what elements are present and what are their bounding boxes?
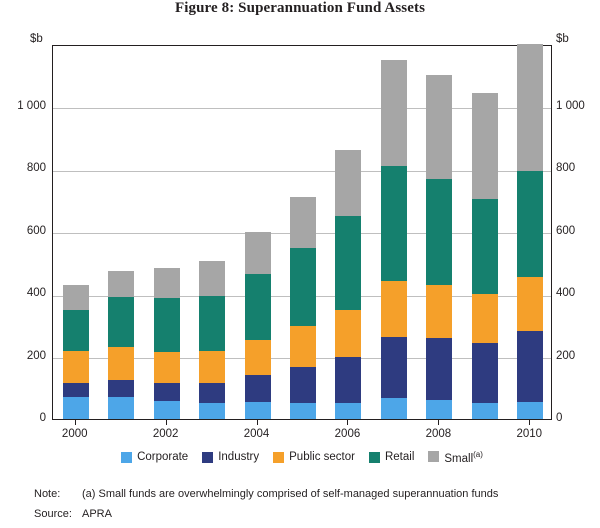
- y-tick-label-right: 0: [556, 412, 563, 424]
- x-tick-mark: [75, 420, 76, 425]
- bar-segment-industry: [381, 337, 407, 398]
- bar-segment-corporate: [245, 402, 271, 419]
- y-axis-unit-left: $b: [30, 33, 43, 45]
- y-axis-unit-right: $b: [556, 33, 569, 45]
- legend-item-industry[interactable]: [202, 451, 259, 463]
- chart-legend: [52, 448, 552, 466]
- bar-2001: [108, 271, 134, 419]
- bar-segment-public-sector: [335, 310, 361, 358]
- y-tick-label-left: 200: [26, 349, 46, 362]
- bar-segment-retail: [290, 248, 316, 325]
- bar-segment-corporate: [154, 401, 180, 419]
- legend-label: Industry: [218, 451, 260, 463]
- bar-2007: [381, 60, 407, 419]
- bar-segment-retail: [472, 199, 498, 294]
- bar-segment-public-sector: [108, 347, 134, 380]
- x-tick-label-2010: 2010: [516, 428, 543, 440]
- bar-segment-corporate: [381, 398, 407, 419]
- legend-item-small[interactable]: [428, 450, 483, 465]
- bar-segment-public-sector: [426, 285, 452, 338]
- x-tick-mark: [166, 420, 167, 425]
- bar-segment-industry: [63, 383, 89, 397]
- bar-2005: [290, 197, 316, 419]
- bar-segment-industry: [335, 357, 361, 403]
- bar-segment-small: [426, 75, 452, 180]
- x-tick-mark: [347, 420, 348, 425]
- bar-segment-corporate: [472, 403, 498, 419]
- bar-segment-industry: [426, 338, 452, 400]
- y-tick-label-left: 400: [26, 287, 46, 299]
- bar-segment-small: [335, 150, 361, 216]
- bar-2000: [63, 285, 89, 419]
- legend-swatch-icon: [202, 452, 213, 463]
- y-tick-label-right: 600: [556, 224, 576, 237]
- legend-label: Public sector: [289, 451, 355, 463]
- bar-segment-public-sector: [63, 351, 89, 383]
- bar-segment-public-sector: [472, 294, 498, 343]
- bar-segment-public-sector: [517, 277, 543, 331]
- figure-title: Figure 8: Superannuation Fund Assets: [174, 0, 426, 16]
- bar-2006: [335, 150, 361, 419]
- bar-segment-small: [472, 93, 498, 200]
- x-tick-mark: [438, 420, 439, 425]
- bar-2003: [199, 261, 225, 419]
- y-tick-label-left: 1 000: [17, 99, 46, 112]
- x-tick-label-2000: 2000: [61, 428, 88, 440]
- bar-segment-corporate: [199, 403, 225, 419]
- bar-segment-corporate: [426, 400, 452, 419]
- bar-segment-retail: [426, 179, 452, 285]
- bar-segment-public-sector: [199, 351, 225, 383]
- x-tick-mark: [529, 420, 530, 425]
- bar-segment-corporate: [108, 397, 134, 420]
- bar-2002: [154, 268, 180, 419]
- bar-segment-retail: [108, 297, 134, 347]
- bar-segment-small: [63, 285, 89, 310]
- bar-segment-industry: [245, 375, 271, 402]
- bar-2004: [245, 232, 271, 419]
- bar-segment-public-sector: [154, 352, 180, 383]
- bar-segment-corporate: [290, 403, 316, 419]
- legend-swatch-icon: [121, 452, 132, 463]
- y-tick-label-right: 400: [556, 287, 576, 299]
- bar-segment-retail: [154, 298, 180, 352]
- bar-segment-retail: [245, 274, 271, 341]
- bar-segment-retail: [381, 166, 407, 281]
- bar-segment-corporate: [335, 403, 361, 419]
- bar-segment-small: [199, 261, 225, 296]
- bar-segment-corporate: [517, 402, 543, 419]
- y-tick-label-left: 600: [26, 224, 46, 237]
- legend-label: Small$^{(a)}$: [444, 449, 483, 465]
- y-tick-label-left: 0: [39, 412, 46, 424]
- source-label: Source:: [34, 508, 72, 520]
- bar-segment-public-sector: [245, 340, 271, 375]
- bar-segment-retail: [335, 216, 361, 310]
- plot-area: [52, 45, 552, 420]
- y-tick-label-right: 200: [556, 349, 576, 362]
- bar-segment-small: [517, 44, 543, 171]
- bar-segment-industry: [108, 380, 134, 396]
- x-tick-label-2004: 2004: [243, 428, 270, 440]
- bar-segment-small: [154, 268, 180, 298]
- bar-segment-small: [108, 271, 134, 297]
- legend-label: Corporate: [137, 451, 189, 463]
- bar-2008: [426, 75, 452, 419]
- bar-segment-retail: [199, 296, 225, 352]
- source-text: APRA: [82, 508, 112, 520]
- y-tick-label-left: 800: [26, 162, 46, 174]
- bar-segment-industry: [472, 343, 498, 402]
- legend-item-public-sector[interactable]: [273, 451, 355, 463]
- bar-segment-retail: [63, 310, 89, 352]
- bar-segment-small: [381, 60, 407, 165]
- bar-segment-public-sector: [290, 326, 316, 368]
- legend-item-corporate[interactable]: [121, 451, 188, 463]
- x-tick-mark: [257, 420, 258, 425]
- y-tick-label-right: 800: [556, 162, 576, 174]
- note-label: Note:: [34, 488, 61, 500]
- x-tick-label-2006: 2006: [334, 428, 361, 440]
- legend-swatch-icon: [273, 452, 284, 463]
- legend-swatch-icon: [428, 451, 439, 462]
- y-tick-label-right: 1 000: [556, 99, 585, 112]
- note-text: (a) Small funds are overwhelmingly comprised of self-managed superannuation funds: [82, 488, 499, 500]
- bar-segment-public-sector: [381, 281, 407, 337]
- bar-segment-small: [290, 197, 316, 249]
- x-tick-label-2002: 2002: [152, 428, 179, 440]
- bar-segment-industry: [517, 331, 543, 402]
- x-tick-label-2008: 2008: [425, 428, 452, 440]
- bar-segment-small: [245, 232, 271, 274]
- bar-segment-industry: [290, 367, 316, 402]
- legend-label: Retail: [384, 451, 415, 463]
- legend-swatch-icon: [369, 452, 380, 463]
- bar-segment-retail: [517, 171, 543, 276]
- bar-segment-industry: [199, 383, 225, 402]
- bar-segment-industry: [154, 383, 180, 401]
- bar-2009: [472, 93, 498, 419]
- bar-segment-corporate: [63, 397, 89, 419]
- bar-2010: [517, 44, 543, 419]
- legend-item-retail[interactable]: [369, 451, 414, 463]
